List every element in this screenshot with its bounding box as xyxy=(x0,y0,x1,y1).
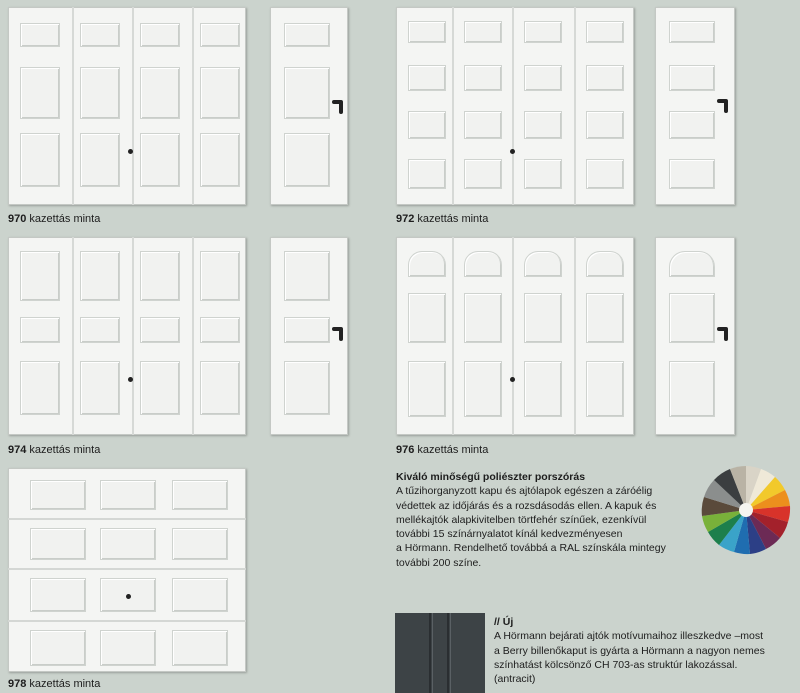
new-line: színhatást kölcsönző CH 703-as struktúr lakozással. xyxy=(494,658,738,671)
door-974 xyxy=(8,237,246,435)
lock-icon xyxy=(510,149,515,154)
powder-line: a Hörmann. Rendelhető továbbá a RAL színskála mintegy xyxy=(396,542,666,555)
powder-heading: Kiváló minőségű poliészter porszórás xyxy=(396,471,586,483)
new-line: A Hörmann bejárati ajtók motívumaihoz illeszkedve –most xyxy=(494,630,764,643)
powder-line: A tűzihorganyzott kapu és ajtólapok egészen a záróélig xyxy=(396,485,653,498)
side-door-972 xyxy=(655,7,735,205)
powder-line: további 200 színe. xyxy=(396,556,482,569)
powder-line: védettek az időjárás és a rozsdásodás ellen. A kapuk és xyxy=(396,499,657,512)
lock-icon xyxy=(126,594,131,599)
side-door-976 xyxy=(655,237,735,435)
caption-978: 978 kazettás minta xyxy=(8,678,101,690)
anthracite-sample xyxy=(395,613,485,693)
color-fan-icon xyxy=(698,462,794,558)
new-section-text xyxy=(494,615,798,686)
door-970 xyxy=(8,7,246,205)
side-door-970 xyxy=(270,7,348,205)
powder-line: mellékajtók alapkivitelben törtfehér színűek, ezenkívül xyxy=(396,513,647,526)
lock-icon xyxy=(128,377,133,382)
side-door-974 xyxy=(270,237,348,435)
handle-icon xyxy=(717,99,727,103)
handle-icon xyxy=(332,327,342,331)
lock-icon xyxy=(510,377,515,382)
new-line: a Berry billenőkaput is gyárta a Hörmann a nagyon nemes xyxy=(494,644,765,657)
lock-icon xyxy=(128,149,133,154)
powder-line: további 15 színárnyalatot kínál kedvezményesen xyxy=(396,528,623,541)
door-978 xyxy=(8,468,246,672)
new-heading: // Új xyxy=(494,616,514,628)
caption-974: 974 kazettás minta xyxy=(8,444,101,456)
door-976 xyxy=(396,237,634,435)
handle-icon xyxy=(717,327,727,331)
caption-972: 972 kazettás minta xyxy=(396,213,489,225)
new-line: (antracit) xyxy=(494,673,536,686)
caption-970: 970 kazettás minta xyxy=(8,213,101,225)
caption-976: 976 kazettás minta xyxy=(396,444,489,456)
powder-coating-text xyxy=(396,470,706,570)
handle-icon xyxy=(332,100,342,104)
door-972 xyxy=(396,7,634,205)
